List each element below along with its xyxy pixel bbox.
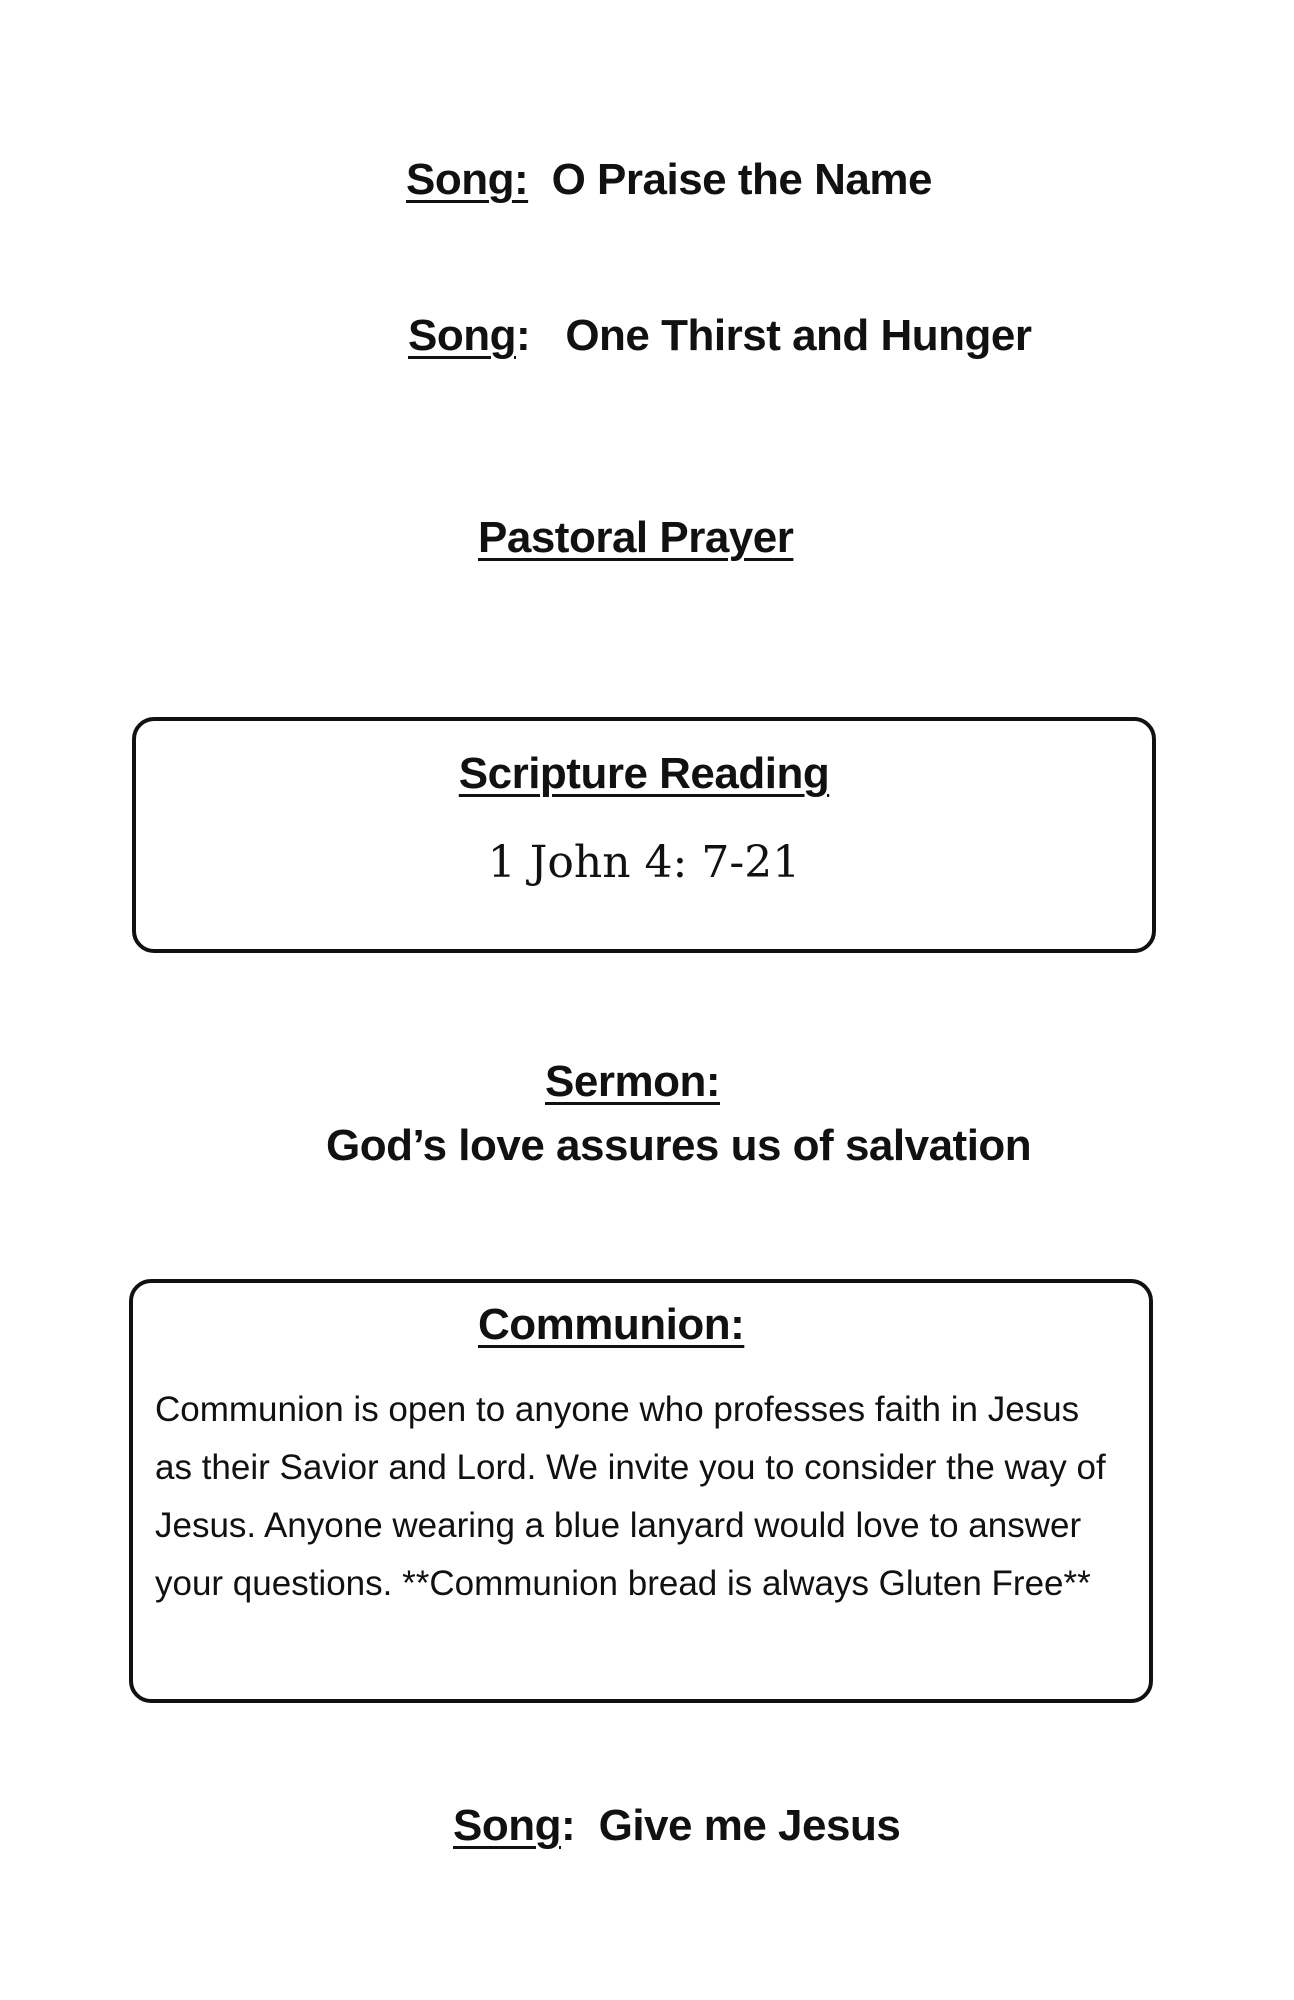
song-1-title: O Praise the Name [551,155,932,204]
sermon-title: God’s love assures us of salvation [326,1121,1032,1170]
song-3-colon: : [560,1801,576,1850]
song-1-label: Song: [406,155,529,204]
song-2-title: One Thirst and Hunger [565,311,1032,360]
scripture-reading-box [132,717,1156,953]
communion-heading: Communion: [478,1300,745,1349]
scripture-reading-heading: Scripture Reading [458,749,830,798]
sermon-heading: Sermon: [545,1057,720,1106]
song-2-colon: : [515,311,531,360]
communion-box [129,1279,1153,1703]
song-3 [453,1801,901,1850]
song-2-label: Song [408,311,516,360]
song-3-label: Song [453,1801,561,1850]
song-2 [408,311,1032,360]
communion-text: Communion is open to anyone who professes faith in Jesus as their Savior and Lord. We invite you to consider the way of Jesus. Anyone wearing a blue lanyard would love to answer your questions. **Communion bread is always Gluten Free** [155,1390,1106,1603]
scripture-reference: 1 John 4: 7-21 [487,837,801,888]
song-3-title: Give me Jesus [598,1801,901,1850]
pastoral-prayer-heading: Pastoral Prayer [478,513,794,562]
song-1 [406,155,932,204]
